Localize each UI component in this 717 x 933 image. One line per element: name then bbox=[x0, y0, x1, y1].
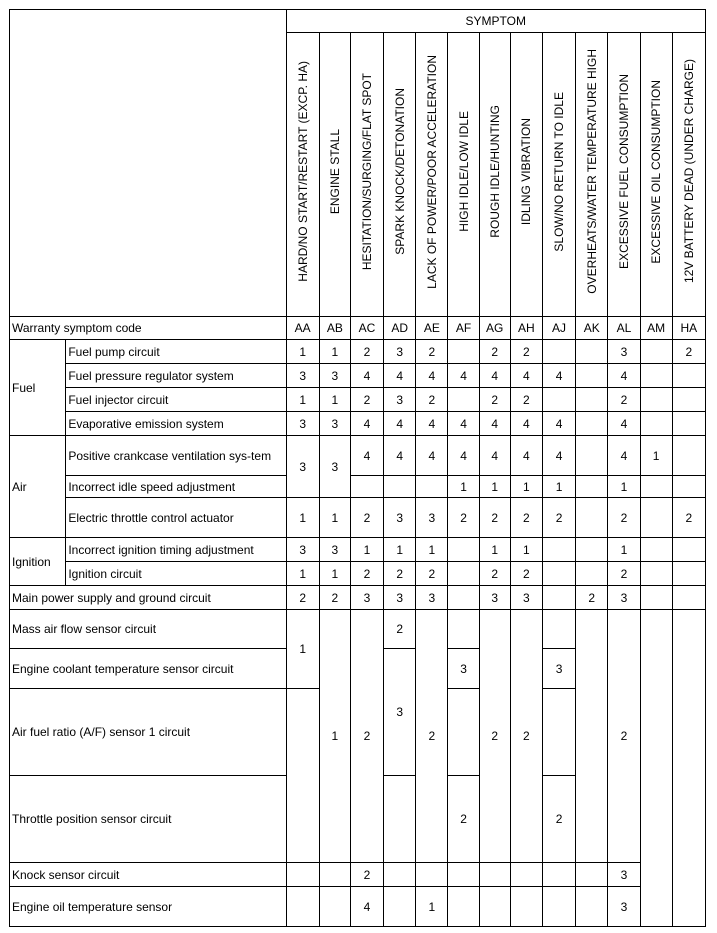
cell bbox=[576, 476, 608, 498]
cell: 3 bbox=[542, 649, 575, 689]
table-row bbox=[10, 863, 706, 887]
col-header-AE: LACK OF POWER/POOR ACCELERATION bbox=[416, 33, 448, 317]
cell-merged: 1 bbox=[319, 610, 350, 863]
cell: 1 bbox=[479, 476, 510, 498]
cell: 2 bbox=[416, 562, 448, 586]
cell bbox=[542, 863, 575, 887]
cell: 3 bbox=[479, 586, 510, 610]
cell: 1 bbox=[640, 436, 672, 476]
col-header-AJ: SLOW/NO RETURN TO IDLE bbox=[542, 33, 575, 317]
cell: 2 bbox=[448, 498, 479, 538]
cell: 4 bbox=[608, 412, 640, 436]
cell: 2 bbox=[350, 562, 383, 586]
cell bbox=[479, 863, 510, 887]
cell: 3 bbox=[384, 586, 416, 610]
code-AE: AE bbox=[416, 317, 448, 340]
cell: 4 bbox=[510, 412, 542, 436]
cell: 3 bbox=[384, 388, 416, 412]
cell: 1 bbox=[608, 476, 640, 498]
row-label: Fuel pump circuit bbox=[66, 340, 286, 364]
cell: 4 bbox=[448, 364, 479, 388]
cell: 4 bbox=[448, 412, 479, 436]
row-label: Fuel pressure regulator system bbox=[66, 364, 286, 388]
code-AH: AH bbox=[510, 317, 542, 340]
cell bbox=[672, 586, 705, 610]
cell: 2 bbox=[286, 586, 319, 610]
cell: 3 bbox=[608, 586, 640, 610]
symptom-title: SYMPTOM bbox=[286, 10, 705, 33]
cell: 2 bbox=[350, 498, 383, 538]
col-header-AD: SPARK KNOCK/DETONATION bbox=[384, 33, 416, 317]
col-header-AA: HARD/NO START/RESTART (EXCP. HA) bbox=[286, 33, 319, 317]
cell bbox=[576, 436, 608, 476]
cell: 4 bbox=[448, 436, 479, 476]
col-header-AG: ROUGH IDLE/HUNTING bbox=[479, 33, 510, 317]
cell: 4 bbox=[608, 436, 640, 476]
cell: 4 bbox=[350, 887, 383, 927]
row-label: Engine coolant temperature sensor circuit bbox=[10, 649, 287, 689]
cell bbox=[448, 610, 479, 649]
cell: 3 bbox=[286, 538, 319, 562]
cell: 2 bbox=[384, 610, 416, 649]
cell-merged bbox=[286, 689, 319, 863]
code-AF: AF bbox=[448, 317, 479, 340]
cell bbox=[479, 887, 510, 927]
col-header-AM: EXCESSIVE OIL CONSUMPTION bbox=[640, 33, 672, 317]
cell-merged: 2 bbox=[350, 610, 383, 863]
cell: 4 bbox=[384, 436, 416, 476]
cell bbox=[576, 538, 608, 562]
group-fuel: Fuel bbox=[10, 340, 66, 436]
cell: 1 bbox=[542, 476, 575, 498]
cell bbox=[510, 887, 542, 927]
cell: 3 bbox=[319, 364, 350, 388]
cell: 2 bbox=[608, 498, 640, 538]
cell: 4 bbox=[350, 436, 383, 476]
cell: 2 bbox=[448, 776, 479, 863]
cell: 1 bbox=[319, 340, 350, 364]
row-label: Incorrect idle speed adjustment bbox=[66, 476, 286, 498]
cell: 4 bbox=[608, 364, 640, 388]
cell: 4 bbox=[479, 412, 510, 436]
cell bbox=[640, 412, 672, 436]
cell bbox=[640, 340, 672, 364]
cell: 3 bbox=[286, 412, 319, 436]
table-row bbox=[10, 436, 706, 476]
cell bbox=[542, 562, 575, 586]
cell bbox=[542, 340, 575, 364]
code-AC: AC bbox=[350, 317, 383, 340]
col-header-HA: 12V BATTERY DEAD (UNDER CHARGE) bbox=[672, 33, 705, 317]
table-row bbox=[10, 388, 706, 412]
cell bbox=[576, 498, 608, 538]
cell bbox=[640, 562, 672, 586]
table-row bbox=[10, 476, 706, 498]
code-AG: AG bbox=[479, 317, 510, 340]
cell bbox=[672, 538, 705, 562]
cell: 4 bbox=[510, 364, 542, 388]
cell: 2 bbox=[510, 498, 542, 538]
cell: 4 bbox=[510, 436, 542, 476]
cell: 2 bbox=[608, 562, 640, 586]
col-header-AK: OVERHEATS/WATER TEMPERATURE HIGH bbox=[576, 33, 608, 317]
cell: 2 bbox=[319, 586, 350, 610]
header-title-row bbox=[10, 10, 706, 33]
cell-merged: 3 bbox=[384, 649, 416, 776]
row-label: Engine oil temperature sensor bbox=[10, 887, 287, 927]
cell bbox=[672, 562, 705, 586]
cell: 2 bbox=[416, 388, 448, 412]
cell bbox=[640, 388, 672, 412]
cell: 2 bbox=[384, 562, 416, 586]
cell: 3 bbox=[448, 649, 479, 689]
cell: 1 bbox=[510, 476, 542, 498]
cell: 4 bbox=[542, 436, 575, 476]
cell: 2 bbox=[479, 340, 510, 364]
cell bbox=[640, 538, 672, 562]
cell bbox=[416, 476, 448, 498]
cell-merged: 2 bbox=[608, 610, 640, 863]
col-header-AB: ENGINE STALL bbox=[319, 33, 350, 317]
row-label: Electric throttle control actuator bbox=[66, 498, 286, 538]
cell bbox=[448, 340, 479, 364]
cell: 1 bbox=[286, 388, 319, 412]
row-label: Main power supply and ground circuit bbox=[10, 586, 287, 610]
cell: 2 bbox=[510, 562, 542, 586]
cell bbox=[319, 863, 350, 887]
cell bbox=[384, 476, 416, 498]
cell: 4 bbox=[479, 436, 510, 476]
cell-merged: 1 bbox=[286, 610, 319, 689]
cell bbox=[416, 863, 448, 887]
cell bbox=[542, 586, 575, 610]
group-ignition: Ignition bbox=[10, 538, 66, 586]
cell bbox=[672, 476, 705, 498]
cell: 3 bbox=[319, 412, 350, 436]
cell: 3 bbox=[608, 340, 640, 364]
cell bbox=[286, 863, 319, 887]
cell bbox=[576, 863, 608, 887]
cell: 4 bbox=[416, 364, 448, 388]
cell: 2 bbox=[542, 776, 575, 863]
cell bbox=[576, 364, 608, 388]
cell bbox=[448, 689, 479, 776]
cell: 2 bbox=[479, 388, 510, 412]
cell: 4 bbox=[350, 412, 383, 436]
cell: 3 bbox=[416, 586, 448, 610]
cell: 2 bbox=[542, 498, 575, 538]
cell: 1 bbox=[286, 340, 319, 364]
cell-merged bbox=[640, 610, 672, 927]
cell: 3 bbox=[350, 586, 383, 610]
code-AL: AL bbox=[608, 317, 640, 340]
cell-merged: 2 bbox=[479, 610, 510, 863]
cell bbox=[448, 887, 479, 927]
cell: 2 bbox=[479, 562, 510, 586]
col-header-AC: HESITATION/SURGING/FLAT SPOT bbox=[350, 33, 383, 317]
cell: 4 bbox=[542, 412, 575, 436]
cell bbox=[640, 498, 672, 538]
code-AK: AK bbox=[576, 317, 608, 340]
cell bbox=[448, 388, 479, 412]
cell bbox=[286, 887, 319, 927]
cell-merged: 2 bbox=[510, 610, 542, 863]
cell: 2 bbox=[576, 586, 608, 610]
row-label: Knock sensor circuit bbox=[10, 863, 287, 887]
cell-merged: 3 bbox=[286, 436, 319, 498]
cell: 2 bbox=[350, 388, 383, 412]
cell: 1 bbox=[319, 562, 350, 586]
code-AA: AA bbox=[286, 317, 319, 340]
code-HA: HA bbox=[672, 317, 705, 340]
cell: 1 bbox=[319, 498, 350, 538]
cell bbox=[384, 863, 416, 887]
cell bbox=[542, 388, 575, 412]
col-header-AF: HIGH IDLE/LOW IDLE bbox=[448, 33, 479, 317]
code-AD: AD bbox=[384, 317, 416, 340]
table-row bbox=[10, 610, 706, 649]
table-row bbox=[10, 538, 706, 562]
cell bbox=[576, 340, 608, 364]
cell bbox=[542, 887, 575, 927]
cell bbox=[510, 863, 542, 887]
row-label: Evaporative emission system bbox=[66, 412, 286, 436]
cell bbox=[640, 586, 672, 610]
group-air: Air bbox=[10, 436, 66, 538]
cell bbox=[576, 412, 608, 436]
symptom-table bbox=[9, 9, 706, 927]
table-row bbox=[10, 412, 706, 436]
cell bbox=[542, 689, 575, 776]
cell: 4 bbox=[384, 412, 416, 436]
cell: 4 bbox=[416, 412, 448, 436]
table-row bbox=[10, 586, 706, 610]
cell-merged bbox=[576, 610, 608, 863]
cell-merged: 2 bbox=[416, 610, 448, 863]
cell-merged: 3 bbox=[319, 436, 350, 498]
cell: 1 bbox=[608, 538, 640, 562]
cell: 3 bbox=[286, 364, 319, 388]
cell: 2 bbox=[510, 340, 542, 364]
code-AM: AM bbox=[640, 317, 672, 340]
corner-cell bbox=[10, 10, 287, 317]
cell: 2 bbox=[416, 340, 448, 364]
cell bbox=[448, 562, 479, 586]
cell bbox=[672, 436, 705, 476]
cell bbox=[384, 776, 416, 863]
cell: 1 bbox=[350, 538, 383, 562]
cell bbox=[319, 887, 350, 927]
cell bbox=[350, 476, 383, 498]
cell: 4 bbox=[416, 436, 448, 476]
cell: 4 bbox=[350, 364, 383, 388]
cell: 4 bbox=[479, 364, 510, 388]
col-header-AH: IDLING VIBRATION bbox=[510, 33, 542, 317]
cell: 3 bbox=[384, 498, 416, 538]
table-row bbox=[10, 364, 706, 388]
row-label: Air fuel ratio (A/F) sensor 1 circuit bbox=[10, 689, 287, 776]
cell: 3 bbox=[510, 586, 542, 610]
cell: 3 bbox=[608, 887, 640, 927]
cell: 3 bbox=[319, 538, 350, 562]
cell: 1 bbox=[286, 498, 319, 538]
row-label: Positive crankcase ventilation sys-tem bbox=[66, 436, 286, 476]
cell: 1 bbox=[416, 887, 448, 927]
cell: 1 bbox=[416, 538, 448, 562]
cell bbox=[672, 364, 705, 388]
row-label: Incorrect ignition timing adjustment bbox=[66, 538, 286, 562]
cell: 2 bbox=[672, 498, 705, 538]
col-header-AL: EXCESSIVE FUEL CONSUMPTION bbox=[608, 33, 640, 317]
cell: 2 bbox=[608, 388, 640, 412]
cell bbox=[542, 538, 575, 562]
cell: 1 bbox=[319, 388, 350, 412]
cell bbox=[448, 863, 479, 887]
cell bbox=[576, 388, 608, 412]
row-label: Ignition circuit bbox=[66, 562, 286, 586]
cell bbox=[576, 887, 608, 927]
cell: 1 bbox=[479, 538, 510, 562]
cell: 2 bbox=[479, 498, 510, 538]
cell bbox=[448, 538, 479, 562]
table-row bbox=[10, 340, 706, 364]
table-row bbox=[10, 498, 706, 538]
cell: 1 bbox=[286, 562, 319, 586]
row-label: Throttle position sensor circuit bbox=[10, 776, 287, 863]
cell: 2 bbox=[510, 388, 542, 412]
cell bbox=[640, 476, 672, 498]
table-row bbox=[10, 562, 706, 586]
table-row bbox=[10, 887, 706, 927]
cell: 3 bbox=[416, 498, 448, 538]
cell: 2 bbox=[350, 863, 383, 887]
cell bbox=[384, 887, 416, 927]
cell bbox=[640, 364, 672, 388]
warranty-label: Warranty symptom code bbox=[10, 317, 287, 340]
cell: 2 bbox=[672, 340, 705, 364]
cell bbox=[448, 586, 479, 610]
row-label: Mass air flow sensor circuit bbox=[10, 610, 287, 649]
cell bbox=[576, 562, 608, 586]
cell bbox=[672, 388, 705, 412]
cell bbox=[542, 610, 575, 649]
cell: 1 bbox=[384, 538, 416, 562]
cell: 2 bbox=[350, 340, 383, 364]
cell: 3 bbox=[384, 340, 416, 364]
cell: 4 bbox=[542, 364, 575, 388]
warranty-code-row bbox=[10, 317, 706, 340]
cell: 4 bbox=[384, 364, 416, 388]
code-AJ: AJ bbox=[542, 317, 575, 340]
cell: 3 bbox=[608, 863, 640, 887]
cell: 1 bbox=[448, 476, 479, 498]
code-AB: AB bbox=[319, 317, 350, 340]
cell: 1 bbox=[510, 538, 542, 562]
cell-merged bbox=[672, 610, 705, 927]
cell bbox=[672, 412, 705, 436]
row-label: Fuel injector circuit bbox=[66, 388, 286, 412]
